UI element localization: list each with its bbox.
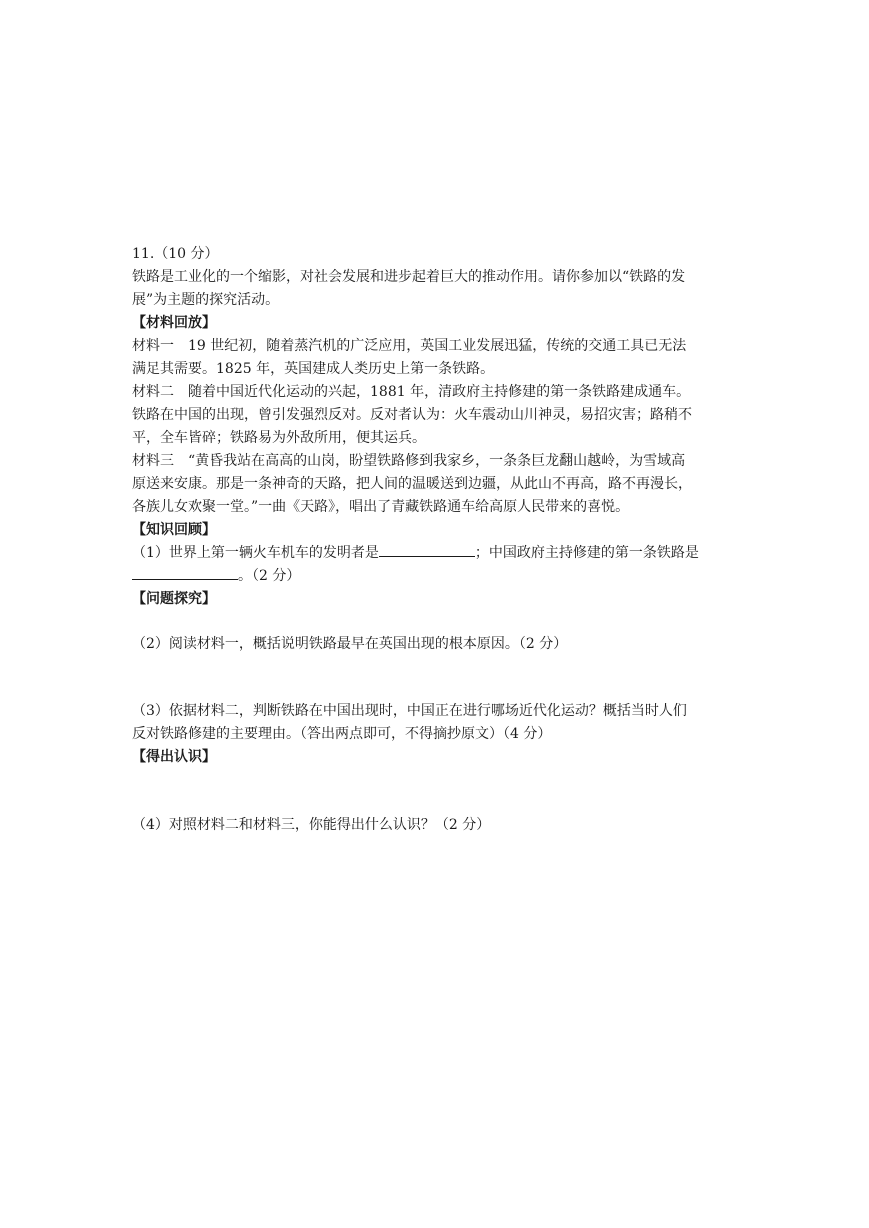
question-header: 11.（10 分） xyxy=(132,246,219,262)
material-3-line-2: 原送来安康。那是一条神奇的天路，把人间的温暖送到边疆，从此山不再高，路不再漫长， xyxy=(132,476,692,492)
question-4: （4）对照材料二和材料三，你能得出什么认识？（2 分） xyxy=(132,817,491,833)
material-1-line-2: 满足其需要。1825 年，英国建成人类历史上第一条铁路。 xyxy=(132,361,495,377)
question-1-line-1 xyxy=(132,543,742,563)
question-1-line-2 xyxy=(132,566,742,586)
material-2-line-3: 平，全车皆碎；铁路易为外敌所用，便其运兵。 xyxy=(132,430,426,446)
material-2-line-1: 材料二 随着中国近代化运动的兴起，1881 年，清政府主持修建的第一条铁路建成通车。 xyxy=(132,384,691,400)
question-1-text-b: ；中国政府主持修建的第一条铁路是 xyxy=(474,545,699,561)
answer-blank-first-railway[interactable] xyxy=(132,566,238,580)
question-2: （2）阅读材料一，概括说明铁路最早在英国出现的根本原因。（2 分） xyxy=(132,636,568,652)
answer-blank-inventor[interactable] xyxy=(379,543,475,557)
material-3-line-3: 各族儿女欢聚一堂。”一曲《天路》，唱出了青藏铁路通车给高原人民带来的喜悦。 xyxy=(132,499,630,515)
question-intro-line-1: 铁路是工业化的一个缩影，对社会发展和进步起着巨大的推动作用。请你参加以“铁路的发 xyxy=(132,269,686,285)
conclusion-heading: 【得出认识】 xyxy=(132,749,216,765)
knowledge-heading: 【知识回顾】 xyxy=(132,522,216,538)
question-intro-line-2: 展”为主题的探究活动。 xyxy=(132,292,280,308)
material-3-line-1: 材料三 “黄昏我站在高高的山岗，盼望铁路修到我家乡，一条条巨龙翻山越岭，为雪域高 xyxy=(132,453,686,469)
question-3-line-1: （3）依据材料二，判断铁路在中国出现时，中国正在进行哪场近代化运动？概括当时人们 xyxy=(132,703,687,719)
inquiry-heading: 【问题探究】 xyxy=(132,591,216,607)
material-1-line-1: 材料一 19 世纪初，随着蒸汽机的广泛应用，英国工业发展迅猛，传统的交通工具已无法 xyxy=(132,338,687,354)
question-1-text-c: 。（2 分） xyxy=(238,568,301,584)
question-1-text-a: （1）世界上第一辆火车机车的发明者是 xyxy=(132,545,379,561)
materials-heading: 【材料回放】 xyxy=(132,315,216,331)
question-3-line-2: 反对铁路修建的主要理由。（答出两点即可，不得摘抄原文）（4 分） xyxy=(132,726,552,742)
material-2-line-2: 铁路在中国的出现，曾引发强烈反对。反对者认为：火车震动山川神灵，易招灾害；路稍不 xyxy=(132,407,692,423)
